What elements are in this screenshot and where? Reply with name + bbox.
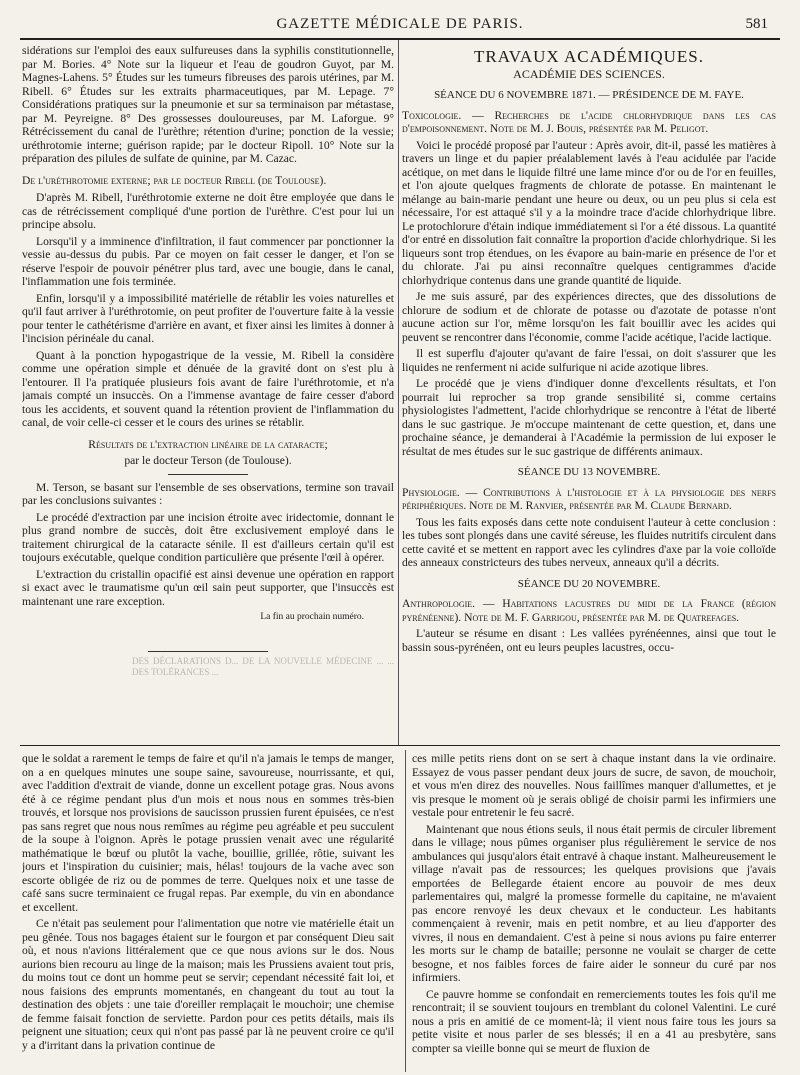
session-heading: SÉANCE DU 6 NOVEMBRE 1871. — PRÉSIDENCE DE M. FAYE. — [434, 89, 744, 101]
paragraph: Ce n'était pas seulement pour l'alimentation que notre vie matérielle était un peu gênée. Tous nos bagages étaient sur le fourgon et par conséquent Dieu sait où, et nous n'avions littéralement que ce que nous avions sur le dos. Nous aurions bien recouru au linge de la maison; mais les Prussiens avaient tout pris, du moins tout ce dont un homme peut se servir; cependant nécessité fait loi, et nous faisions des emprunts momentanés, en changeant du tout au tout la destination des objets : une taie d'oreiller remplaçait le mouchoir; une chemise de femme faisait fonction de serviette. Pardon pour ces petits détails, mais ils peignent une situation; ceux qui n'ont pas passé par là ne peuvent croire ce qu'il y a d'irritant dans la privation continue de — [22, 917, 394, 1052]
column-divider — [405, 750, 406, 1072]
section-subtitle: ACADÉMIE DES SCIENCES. — [513, 66, 665, 81]
topic-label: Physiologie. — [402, 485, 460, 499]
topic-label: Anthropologie. — [402, 597, 476, 610]
divider — [168, 474, 248, 475]
topic-text: — Contributions à l'histologie et à la physiologie des nerfs périphériques. Note de M. Ranvier, présentée par M. Claude Bernard. — [402, 485, 776, 512]
continuation-note: La fin au prochain numéro. — [260, 612, 364, 622]
topic-label: Toxicologie. — [402, 108, 462, 122]
bleed-through-text: DES DÉCLARATIONS D... DE LA NOUVELLE MÉDECINE ... ... DES TOLÉRANCES ... — [132, 655, 394, 677]
paragraph: Ce pauvre homme se confondait en remerciements toutes les fois qu'il me rencontrait; il se souvient toujours en tremblant du colonel Valentini. Le curé nous a pris en amitié de ce moment-là; il vient nous faire tous les jours sa petite visite et nous parler de ses blessés; il en a 41 au presbytère, sans compter sa vieille bonne qui se meurt de fluxion de — [412, 987, 776, 1055]
horizontal-rule — [20, 745, 780, 746]
divider — [148, 651, 268, 652]
article-heading-author: par le docteur Terson (de Toulouse). — [124, 454, 292, 467]
header-rule — [20, 38, 780, 40]
column-right-bottom — [412, 752, 776, 1070]
paragraph — [402, 486, 776, 513]
article-heading-cataracte: Résultats de l'extraction linéaire de la cataracte; — [88, 437, 328, 451]
paragraph: L'auteur se résume en disant : Les vallées pyrénéennes, ainsi que tout le bassin sous-pyrénéen, ont eu leurs peuples lacustres, occu- — [402, 627, 776, 654]
paragraph: Voici le procédé proposé par l'auteur : Après avoir, dit-il, passé les matières à travers un linge et du papier préalablement lavés à l'eau acidulée par l'acide acétique, on met dans le liquide filtré une lame mince d'or ou de l'or en feuilles, et l'on ajoute quelques fragments de chlorate de potasse. En maintenant le mélange au bain-marie pendant une heure ou deux, ou un peu plus si cela est nécessaire, l'or est attaqué s'il y a la moindre trace d'acide chlorhydrique libre. Le protochlorure d'étain indique immédiatement si l'or a été dissous. La quantité d'or entré en dissolution fait connaître la proportion d'acide chlorhydrique. Si les liqueurs sont trop étendues, on les évapore au bain-marie en présence de l'or et du chlorate. J'ai pu ainsi reconnaître quelques centigrammes d'acide chlorhydrique contenus dans une grande quantité de liquide. — [402, 138, 776, 287]
paragraph: que le soldat a rarement le temps de faire et qu'il n'a jamais le temps de manger, on a en quelques minutes une soupe saine, savoureuse, nourrissante, et qui, avec l'addition d'extrait de viande, donne un excellent potage gras. Nous avons été à ce régime pendant plus d'un mois et nous nous en sommes très-bien trouvés, et lorsque nos provisions de saucisson prussien furent épuisées, ce n'est pas sans regret que nous nous remîmes au régime peu agréable et peu succulent de la soupe à l'oignon. Après le potage prussien venait avec une régularité mathématique le bœuf ou plutôt la vache, bouillie, grillée, rôtie, suivant les jours et l'inspiration du cuisinier; mais, hélas! toujours de la vache avec son escorte obligée de riz ou de pommes de terre. Quelques noix et une tasse de café sans sucre terminaient ce frugal repas. Par exemple, du vin en abondance et excellent. — [22, 752, 394, 914]
paragraph: Enfin, lorsqu'il y a impossibilité matérielle de rétablir les voies naturelles et qu'il faut arriver à l'uréthrotomie, on peut profiter de l'ouverture faite à la vessie pour tenter le cathétérisme d'arrière en avant, et fixer ainsi les limites à donner à l'incision périnéale du canal. — [22, 291, 394, 345]
paragraph: Le procédé que je viens d'indiquer donne d'excellents résultats, et l'on pourrait lui reprocher sa trop grande sensibilité si, comme certains physiologistes l'admettent, l'acide chlorhydrique se rencontre à l'état de liberté dans le suc gastrique. Je m'occupe maintenant de cette question, et, dans une prochaine séance, je demanderai à l'Académie la permission de lui exposer le résultat de mes études sur le suc gastrique de différents animaux. — [402, 377, 776, 458]
paragraph: Je me suis assuré, par des expériences directes, que des dissolutions de chlorure de sodium et de chlorate de potasse ou d'azotate de potasse n'ont aucune action sur l'or, même lorsqu'on les fait bouillir avec les acides qui peuvent se rencontrer dans l'économie, comme l'acide acétique, l'acide lactique. — [402, 290, 776, 344]
paragraph: Maintenant que nous étions seuls, il nous était permis de circuler librement dans le village; nous pûmes organiser plus régulièrement le service de nos ambulances qui jusqu'alors était entravé à chaque instant. Malheureusement le village n'avait pas de ressources; les quelques provisions que j'avais emportées de Bellegarde étaient encore au pouvoir de mes deux parlementaires qui, malgré la promesse formelle du capitaine, ne m'avaient pas encore renvoyé les deux chevaux et le conducteur. Les habitants commençaient à revenir, mais en petit nombre, et au lieu d'apporter des vivres, il nous en demandaient. C'est à peine si nous avions pu faire enterrer les morts sur le champ de bataille; personne ne voulait se charger de cette besogne, et nos faibles forces de faire aider le sonneur du curé par nos infirmiers. — [412, 822, 776, 984]
session-heading: SÉANCE DU 13 NOVEMBRE. — [517, 466, 661, 478]
page-number: 581 — [745, 16, 768, 32]
column-divider — [398, 40, 399, 745]
journal-title: GAZETTE MÉDICALE DE PARIS. — [276, 16, 524, 32]
paragraph: Le procédé d'extraction par une incision étroite avec iridectomie, donnant le plus grand nombre de succès, doit être exclusivement employé dans le traitement chirurgical de la cataracte sénile. Il est d'ailleurs certain qu'il est toujours exécutable, quelque condition particulière que présente l'œil à opérer. — [22, 510, 394, 564]
paragraph — [402, 109, 776, 136]
paragraph — [402, 597, 776, 624]
column-left-bottom — [22, 752, 394, 1070]
paragraph: sidérations sur l'emploi des eaux sulfureuses dans la syphilis constitutionnelle, par M. Bories. 4° Note sur la liqueur et l'eau de goudron Guyot, par M. Magnes-Lahens. 5° Études sur les tumeurs fibreuses des parois utérines, par M. Ribell. 6° Études sur les extraits pharmaceutiques, par M. Lepage. 7° Considérations pratiques sur la pneumonie et sur sa terminaison par métastase, par M. Peyreigne. 8° Des grossesses douloureuses, par M. Laforgue. 9° Rétrécissement du canal de l'urèthre; rétention d'urine; ponction de la vessie; uréthrotomie interne; guérison rapide; par le docteur Ripoll. 10° Note sur la préparation des pilules de sulfate de quinine, par M. Cazac. — [22, 44, 394, 165]
section-title: TRAVAUX ACADÉMIQUES. — [473, 47, 704, 66]
paragraph: ces mille petits riens dont on se sert à chaque instant dans la vie ordinaire. Essayez de vous passer pendant deux jours de sucre, de savon, de mouchoir, et vous m'en direz des nouvelles. Nous faillîmes manquer d'allumettes, et je vis presque le moment où je serais obligé de choisir parmi les infirmiers une vestale pour entretenir le feu sacré. — [412, 752, 776, 819]
topic-text: — Habitations lacustres du midi de la France (région pyrénéenne). Note de M. F. Garrigou, présentée par M. de Quatrefages. — [402, 597, 776, 624]
paragraph: M. Terson, se basant sur l'ensemble de ses observations, termine son travail par les conclusions suivantes : — [22, 480, 394, 507]
paragraph: Lorsqu'il y a imminence d'infiltration, il faut commencer par ponctionner la vessie au-dessus du pubis. Par ce moyen on fait cesser le danger, et l'on se réserve l'espoir de pouvoir pénétrer plus tard, avec une bougie, dans le canal, l'inflammation une fois terminée. — [22, 234, 394, 288]
column-right-top — [402, 44, 776, 739]
paragraph: Quant à la ponction hypogastrique de la vessie, M. Ribell la considère comme une opération simple et dénuée de la gravité dont on s'est plu à l'entourer. Il l'a pratiquée plusieurs fois avant de faire l'uréthrotomie, et n'a jamais compté un insuccès. On a l'immense avantage de faire cesser d'abord tous les accidents, et souvent quand la rétention provient de l'inflammation du canal, de voir celle-ci cesser et le cours des urines se rétablir. — [22, 348, 394, 429]
topic-text: — Recherches de l'acide chlorhydrique dans les cas d'empoisonnement. Note de M. J. Bouis, présentée par M. Peligot. — [402, 108, 776, 135]
paragraph: Tous les faits exposés dans cette note conduisent l'auteur à cette conclusion : les tubes sont plongés dans une cavité séreuse, les fluides nutritifs circulent dans cette cavité et se mettent en rapport avec les cylindres d'axe par la voie colloïde des anneaux constricteurs des tubes nerveux, anneaux qu'il a décrits. — [402, 515, 776, 569]
page-header — [20, 14, 780, 36]
column-left-top — [22, 44, 394, 739]
session-heading: SÉANCE DU 20 NOVEMBRE. — [517, 577, 661, 590]
article-heading-urethrotomie: De l'uréthrotomie externe; par le docteur Ribell (de Toulouse). — [22, 173, 327, 187]
paragraph: L'extraction du cristallin opacifié est ainsi devenue une opération en rapport si exact avec le traumatisme qu'un œil sain peut supporter, que l'insuccès est maintenant une rare exception. — [22, 567, 394, 608]
paragraph: D'après M. Ribell, l'uréthrotomie externe ne doit être employée que dans le cas de rétrécissement compliqué d'une portion de l'urèthre. C'est pour lui un principe absolu. — [22, 191, 394, 231]
paragraph: Il est superflu d'ajouter qu'avant de faire l'essai, on doit s'assurer que les liquides ne renferment ni acide sulfurique ni acide azotique libres. — [402, 347, 776, 374]
